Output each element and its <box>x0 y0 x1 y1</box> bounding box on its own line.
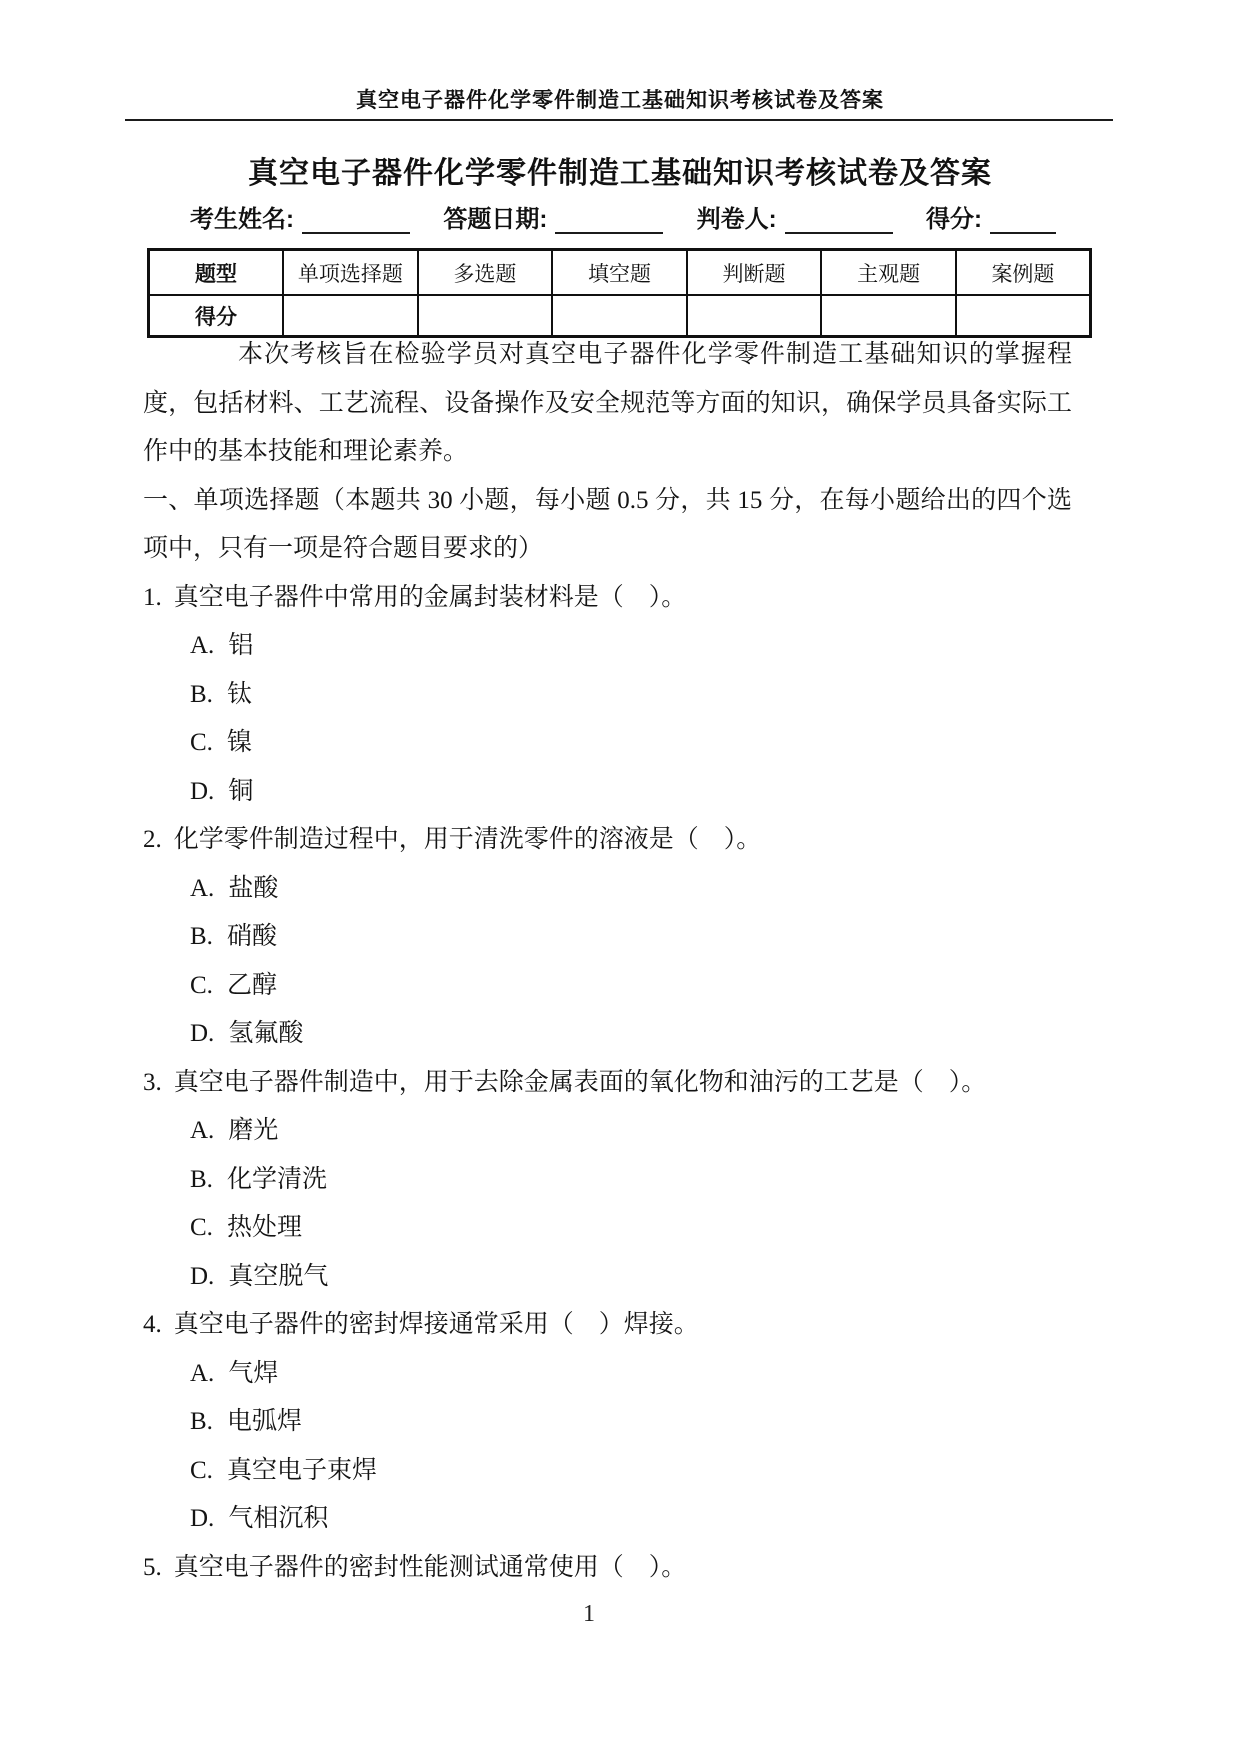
type-cell-single-choice: 单项选择题 <box>283 250 418 296</box>
question-text: 真空电子器件的密封焊接通常采用（ ）焊接。 <box>173 1311 699 1338</box>
option-key: C. <box>190 1214 213 1241</box>
candidate-name-blank <box>302 206 410 234</box>
exam-info-row <box>190 198 1056 234</box>
option-key: A. <box>190 874 215 902</box>
question-line <box>143 1059 1072 1108</box>
question-block-3 <box>143 1059 1072 1302</box>
option-key: B. <box>190 680 213 708</box>
type-cell-true-false: 判断题 <box>687 250 822 296</box>
option-text: 磨光 <box>228 1117 279 1144</box>
option-text: 真空电子束焊 <box>226 1456 377 1484</box>
option-line <box>143 1010 1072 1059</box>
type-cell-case: 案例题 <box>956 250 1091 296</box>
answer-date-blank <box>555 206 663 234</box>
option-text: 气相沉积 <box>228 1505 329 1532</box>
score-blank <box>990 206 1056 234</box>
option-text: 电弧焊 <box>226 1408 302 1435</box>
option-line <box>143 1495 1072 1544</box>
option-text: 钛 <box>226 680 252 708</box>
option-line <box>143 1107 1072 1156</box>
answer-date-field <box>443 199 663 234</box>
type-cell-fill-blank: 填空题 <box>552 250 687 296</box>
question-block-2 <box>143 816 1072 1059</box>
question-block-1 <box>143 574 1072 817</box>
type-cell-subjective: 主观题 <box>821 250 956 296</box>
section-heading: 一、单项选择题（本题共 30 小题，每小题 0.5 分，共 15 分，在每小题给出的四个选项中，只有一项是符合题目要求的） <box>143 486 1072 562</box>
question-line <box>143 1301 1072 1350</box>
option-text: 热处理 <box>226 1214 302 1241</box>
score-label: 得分: <box>925 206 982 233</box>
option-line <box>143 1204 1072 1253</box>
question-line <box>143 816 1072 865</box>
question-block-5 <box>143 1544 1072 1593</box>
question-text: 化学零件制造过程中，用于清洗零件的溶液是（ ）。 <box>173 826 762 853</box>
option-text: 盐酸 <box>228 874 279 902</box>
option-key: C. <box>190 1456 213 1484</box>
option-text: 气焊 <box>228 1359 279 1387</box>
question-line <box>143 574 1072 623</box>
running-header: 真空电子器件化学零件制造工基础知识考核试卷及答案 <box>356 88 884 112</box>
option-key: B. <box>190 1165 213 1193</box>
option-key: D. <box>190 1505 215 1532</box>
option-key: B. <box>190 923 213 950</box>
question-number: 5. <box>143 1553 162 1581</box>
option-key: D. <box>190 1262 215 1290</box>
page-number: 1 <box>583 1601 595 1627</box>
answer-date-label: 答题日期: <box>443 206 548 233</box>
score-table <box>147 248 1092 338</box>
option-line <box>143 1350 1072 1399</box>
question-text: 真空电子器件的密封性能测试通常使用（ ）。 <box>173 1553 687 1581</box>
option-line <box>143 719 1072 768</box>
option-text: 真空脱气 <box>228 1262 329 1290</box>
option-line <box>143 913 1072 962</box>
option-key: A. <box>190 1117 215 1144</box>
type-row-header: 题型 <box>149 250 284 296</box>
page-title: 真空电子器件化学零件制造工基础知识考核试卷及答案 <box>248 157 992 190</box>
option-key: C. <box>190 971 213 999</box>
option-text: 氢氟酸 <box>228 1020 304 1047</box>
question-block-4 <box>143 1301 1072 1544</box>
type-cell-multi-choice: 多选题 <box>418 250 553 296</box>
grader-field <box>697 199 893 234</box>
intro-paragraph: 本次考核旨在检验学员对真空电子器件化学零件制造工基础知识的掌握程度，包括材料、工艺流程、设备操作及安全规范等方面的知识，确保学员具备实际工作中的基本技能和理论素养。 <box>143 341 1072 465</box>
option-text: 乙醇 <box>226 971 277 999</box>
header-rule <box>125 119 1113 121</box>
option-line <box>143 622 1072 671</box>
question-text: 真空电子器件制造中，用于去除金属表面的氧化物和油污的工艺是（ ）。 <box>173 1068 987 1096</box>
question-number: 3. <box>143 1068 162 1096</box>
question-type-row <box>149 250 1091 296</box>
option-line <box>143 671 1072 720</box>
option-text: 镍 <box>226 729 252 756</box>
option-text: 化学清洗 <box>226 1165 327 1193</box>
question-text: 真空电子器件中常用的金属封装材料是（ ）。 <box>173 583 687 611</box>
option-text: 硝酸 <box>226 923 277 950</box>
option-line <box>143 1447 1072 1496</box>
option-line <box>143 865 1072 914</box>
option-text: 铜 <box>228 777 254 805</box>
question-number: 4. <box>143 1311 162 1338</box>
option-key: C. <box>190 729 213 756</box>
grader-blank <box>785 206 893 234</box>
question-line <box>143 1544 1072 1593</box>
candidate-name-field <box>190 199 410 234</box>
candidate-name-label: 考生姓名: <box>190 206 294 233</box>
score-field <box>926 199 1056 234</box>
grader-label: 判卷人: <box>696 206 777 233</box>
option-line <box>143 962 1072 1011</box>
question-number: 2. <box>143 826 162 853</box>
option-text: 铝 <box>228 632 254 659</box>
exam-body <box>143 331 1072 1592</box>
option-key: D. <box>190 777 215 805</box>
option-line <box>143 1156 1072 1205</box>
option-key: A. <box>190 1359 215 1387</box>
score-row-header: 得分 <box>149 295 284 337</box>
option-line <box>143 1253 1072 1302</box>
option-key: D. <box>190 1020 215 1047</box>
option-line <box>143 1398 1072 1447</box>
option-line <box>143 768 1072 817</box>
question-number: 1. <box>143 583 162 611</box>
option-key: B. <box>190 1408 213 1435</box>
option-key: A. <box>190 632 215 659</box>
